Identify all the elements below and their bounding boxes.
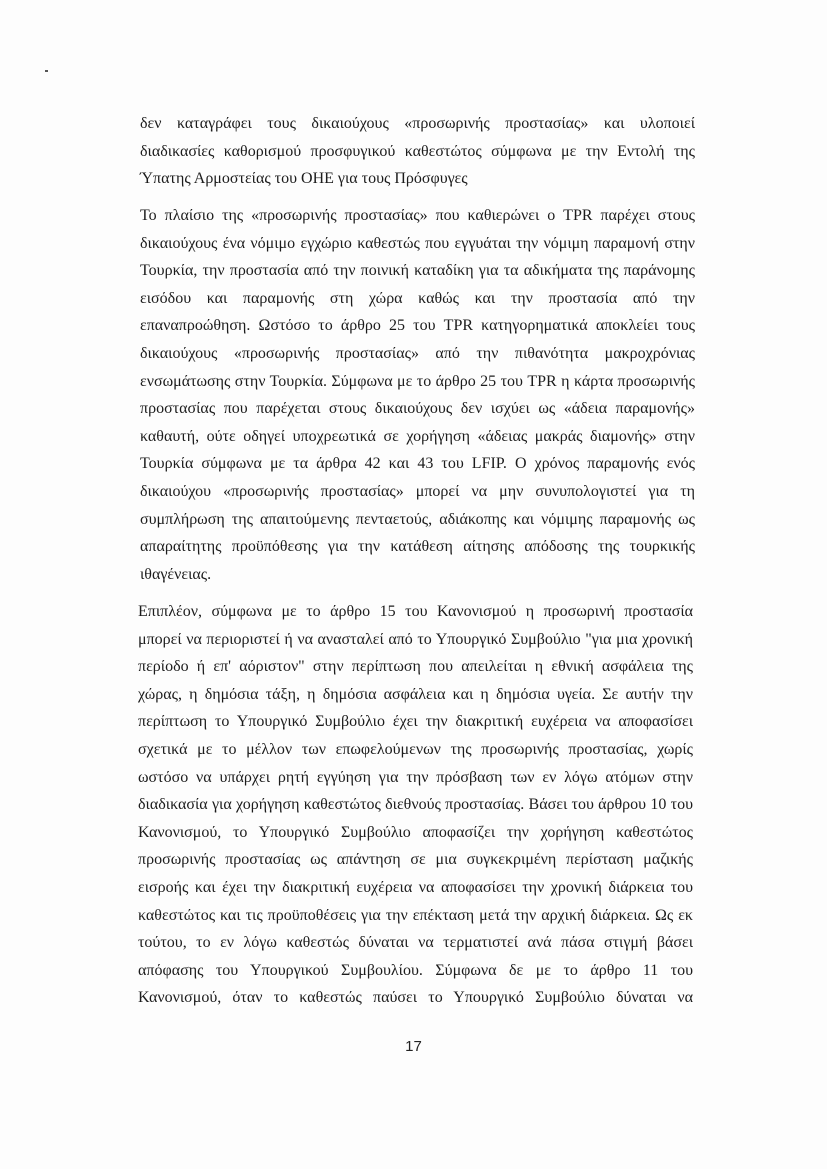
text-line: διαδικασίες καθορισμού προσφυγικού καθεστώτος σύμφωνα με την Εντολή της: [140, 142, 695, 160]
text-line: δεν καταγράφει τους δικαιούχους «προσωρινής προστασίας» και υλοποιεί: [140, 115, 695, 132]
page-number: 17: [405, 1038, 422, 1055]
text-line: καθεστώτος και τις προϋποθέσεις για την επέκταση μετά την αρχική διάρκεια. Ως εκ: [138, 906, 693, 924]
text-line: περίοδο ή επ' αόριστον" στην περίπτωση που απειλείται η εθνική ασφάλεια της: [138, 658, 693, 676]
text-line: προστασίας που παρέχεται στους δικαιούχους δεν ισχύει ως «άδεια παραμονής»: [140, 400, 695, 418]
text-line: Επιπλέον, σύμφωνα με το άρθρο 15 του Κανονισμού η προσωρινή προστασία: [138, 603, 693, 620]
text-line: ωστόσο να υπάρχει ρητή εγγύηση για την πρόσβαση των εν λόγω ατόμων στην: [138, 768, 693, 786]
text-line: δικαιούχους «προσωρινής προστασίας» από την πιθανότητα μακροχρόνιας: [140, 344, 695, 362]
text-line: τούτου, το εν λόγω καθεστώς δύναται να τερματιστεί ανά πάσα στιγμή βάσει: [138, 934, 693, 952]
text-line: Τουρκία σύμφωνα με τα άρθρα 42 και 43 του LFIP. Ο χρόνος παραμονής ενός: [140, 455, 695, 473]
text-line: Κανονισμού, το Υπουργικό Συμβούλιο αποφασίζει την χορήγηση καθεστώτος: [138, 823, 693, 841]
text-line: Ύπατης Αρμοστείας του ΟΗΕ για τους Πρόσφυγες: [140, 170, 468, 188]
text-line: δικαιούχους ένα νόμιμο εγχώριο καθεστώς που εγγυάται την νόμιμη παραμονή στην: [140, 234, 695, 252]
text-line: συμπλήρωση της απαιτούμενης πενταετούς, αδιάκοπης και νόμιμης παραμονής ως: [140, 510, 695, 528]
text-line: ενσωμάτωσης στην Τουρκία. Σύμφωνα με το άρθρο 25 του TPR η κάρτα προσωρινής: [140, 372, 695, 390]
text-line: επαναπροώθηση. Ωστόσο το άρθρο 25 του TPR κατηγορηματικά αποκλείει τους: [140, 317, 695, 335]
text-line: σχετικά με το μέλλον των επωφελούμενων της προσωρινής προστασίας, χωρίς: [138, 740, 693, 758]
text-line: προσωρινής προστασίας ως απάντηση σε μια συγκεκριμένη περίσταση μαζικής: [138, 851, 693, 869]
text-line: χώρας, η δημόσια τάξη, η δημόσια ασφάλεια και η δημόσια υγεία. Σε αυτήν την: [138, 685, 693, 703]
text-line: εισόδου και παραμονής στη χώρα καθώς και την προστασία από την: [140, 289, 695, 307]
text-line: Κανονισμού, όταν το καθεστώς παύσει το Υπουργικό Συμβούλιο δύναται να: [138, 989, 693, 1007]
paragraph-2: [140, 202, 695, 588]
text-line: καθαυτή, ούτε οδηγεί υποχρεωτικά σε χορήγηση «άδειας μακράς διαμονής» στην: [140, 427, 695, 445]
text-line: μπορεί να περιοριστεί ή να ανασταλεί από το Υπουργικό Συμβούλιο "για μια χρονική: [138, 630, 693, 648]
text-line: Το πλαίσιο της «προσωρινής προστασίας» που καθιερώνει ο TPR παρέχει στους: [140, 207, 695, 224]
paragraph-3: [138, 598, 693, 1012]
scan-speck: [45, 70, 48, 72]
text-line: εισροής και έχει την διακριτική ευχέρεια να αποφασίσει την χρονική διάρκεια του: [138, 878, 693, 896]
text-line: ιθαγένειας.: [140, 565, 212, 583]
text-line: απαραίτητης προϋπόθεσης για την κατάθεση αίτησης απόδοσης της τουρκικής: [140, 538, 695, 556]
text-line: Τουρκία, την προστασία από την ποινική καταδίκη για τα αδικήματα της παράνομης: [140, 262, 695, 280]
text-line: απόφασης του Υπουργικού Συμβουλίου. Σύμφωνα δε με το άρθρο 11 του: [138, 961, 693, 979]
text-line: δικαιούχου «προσωρινής προστασίας» μπορεί να μην συνυπολογιστεί για τη: [140, 482, 695, 500]
text-line: διαδικασία για χορήγηση καθεστώτος διεθνούς προστασίας. Βάσει του άρθρου 10 του: [138, 796, 693, 814]
paragraph-1: [140, 110, 695, 193]
text-line: περίπτωση το Υπουργικό Συμβούλιο έχει την διακριτική ευχέρεια να αποφασίσει: [138, 713, 693, 731]
